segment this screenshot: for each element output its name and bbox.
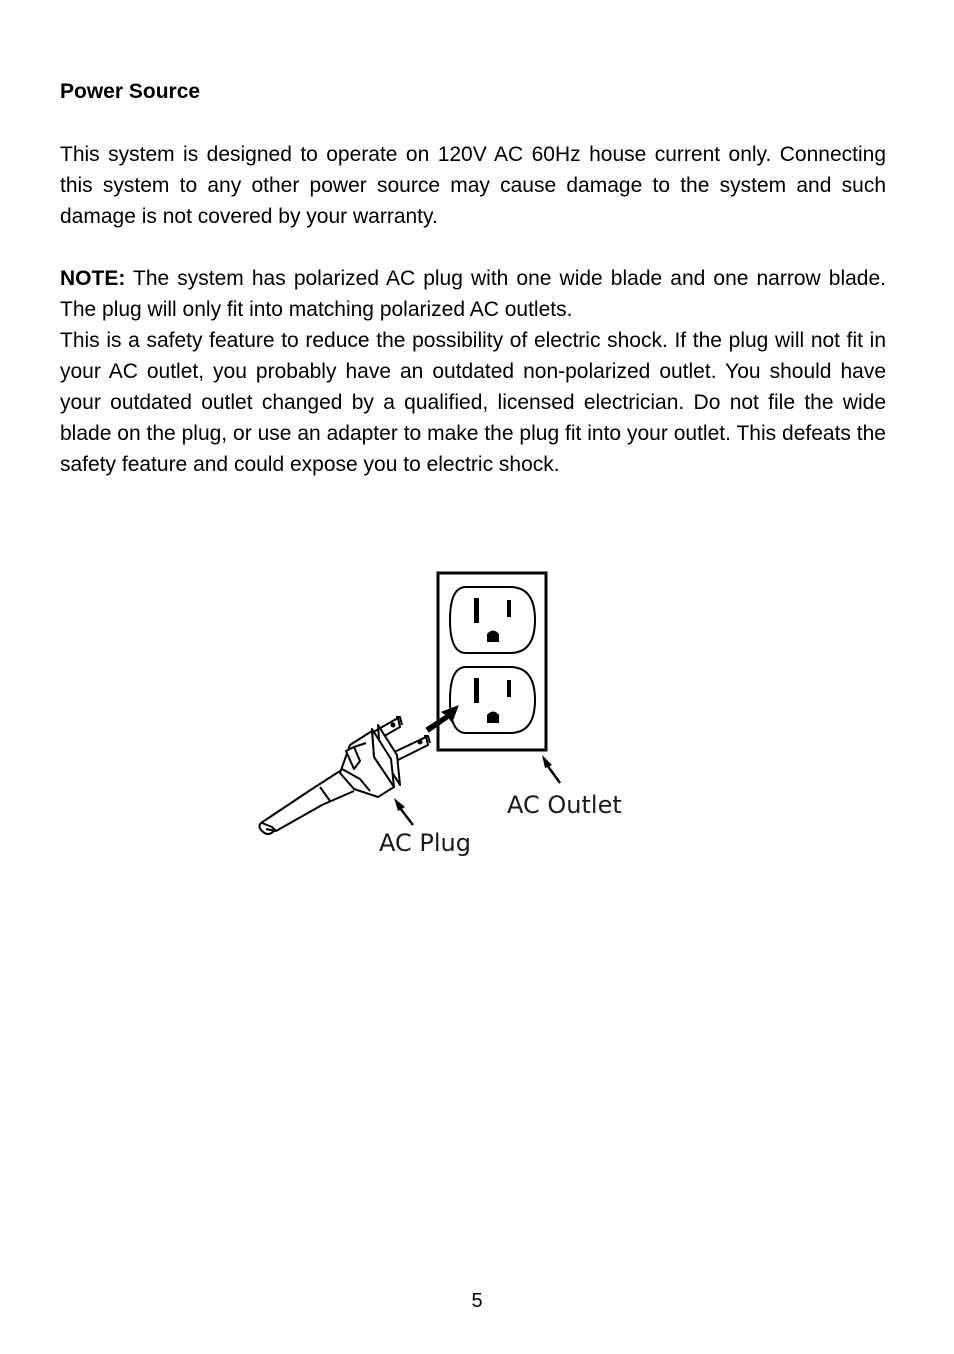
note-label: NOTE: — [60, 267, 126, 290]
outlet-pointer-arrow-icon — [542, 755, 560, 783]
plug-outlet-drawing — [250, 565, 650, 865]
plug-pointer-arrow-icon — [394, 798, 413, 825]
ac-plug-label: AC Plug — [379, 829, 471, 857]
ac-outlet-label: AC Outlet — [507, 791, 622, 819]
section-heading: Power Source — [60, 80, 201, 103]
note-continuation: This is a safety feature to reduce the possibility of electric shock. If the plug will not fit in your AC outlet, you probably have an outdated non-polarized outlet. You should have your outdated outlet changed by a qualified, licensed electrician. Do not file the wide blade on the plug, or use an adapter to make the plug fit into your outlet. This defeats the safety feature and could expose you to electric shock. — [60, 329, 886, 476]
note-text: The system has polarized AC plug with one wide blade and one narrow blade. The plug will only fit into matching polarized AC outlets. — [60, 267, 886, 321]
page-number: 5 — [471, 1290, 483, 1312]
ac-outlet-icon — [438, 573, 546, 750]
power-requirement-paragraph: This system is designed to operate on 120V AC 60Hz house current only. Connecting this system to any other power source may cause damage to the system and such damage is not covered by your warranty. — [60, 143, 886, 228]
ac-plug-icon — [259, 717, 430, 834]
plug-outlet-illustration — [250, 565, 650, 865]
note-paragraph — [60, 263, 886, 480]
